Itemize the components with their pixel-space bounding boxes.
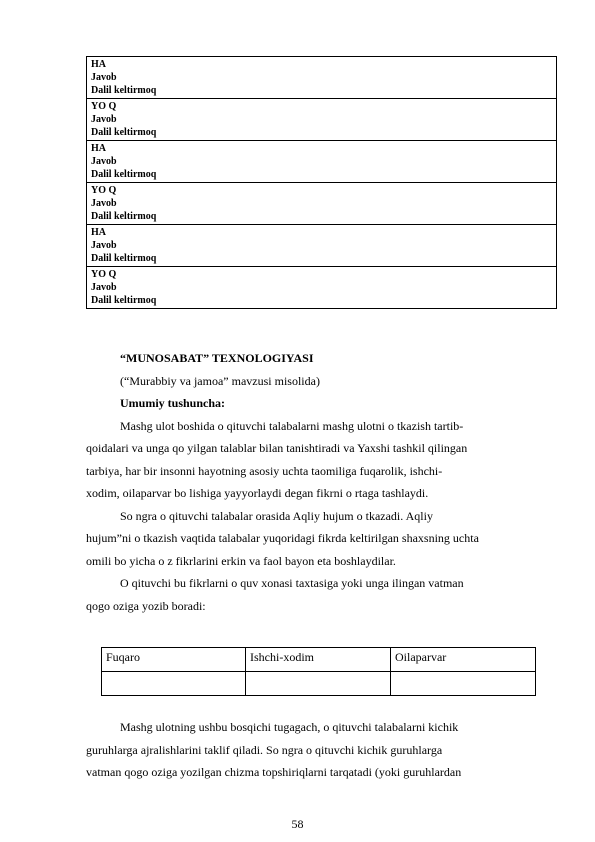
worksheet-dalil-label: Dalil keltirmoq [91, 253, 157, 264]
empty-cell [246, 672, 391, 696]
worksheet-row [87, 57, 557, 99]
worksheet-body [87, 57, 557, 309]
worksheet-answer-label: HA [91, 143, 106, 154]
worksheet-cell [87, 141, 557, 183]
paragraph-line: xodim, oilaparvar bo lishiga yayyorlaydi degan fikrni o rtaga tashlaydi. [86, 486, 429, 500]
paragraph-line: Mashg ulot boshida o qituvchi talabalarni mashg ulotni o tkazish tartib- [120, 418, 464, 433]
category-fuqaro: Fuqaro [102, 648, 246, 672]
worksheet-table [86, 56, 557, 309]
paragraph-line: qoidalari va unga qo yilgan talablar bilan tanishtiradi va Yaxshi tashkil qilingan [86, 441, 468, 455]
categories-header-row [102, 648, 536, 672]
empty-cell [102, 672, 246, 696]
section-heading: Umumiy tushuncha: [120, 396, 226, 410]
categories-table [101, 647, 536, 696]
worksheet-cell [87, 99, 557, 141]
section-top [86, 347, 557, 617]
page-number: 58 [291, 817, 304, 831]
paragraph-line: hujum”ni o tkazish vaqtida talabalar yuqoridagi fikrda keltirilgan shaxsning uchta [86, 531, 479, 545]
paragraph-line: vatman qogo oziga yozilgan chizma topshiriqlarni tarqatadi (yoki guruhlardan [86, 765, 462, 779]
paragraph-line: qogo oziga yozib boradi: [86, 598, 206, 613]
worksheet-row [87, 141, 557, 183]
paragraph-line: omili bo yicha o z fikrlarini erkin va faol bayon eta boshlaydilar. [86, 553, 396, 568]
worksheet-cell [87, 183, 557, 225]
paragraph-2 [86, 505, 557, 573]
paragraph-line: guruhlarga ajralishlarini taklif qiladi. So ngra o qituvchi kichik guruhlarga [86, 742, 443, 757]
worksheet-dalil-label: Dalil keltirmoq [91, 169, 157, 180]
worksheet-cell [87, 225, 557, 267]
paragraph-4 [86, 716, 557, 784]
worksheet-cell [87, 267, 557, 309]
worksheet-row [87, 99, 557, 141]
worksheet-javob-label: Javob [91, 198, 117, 209]
worksheet-javob-label: Javob [91, 282, 117, 293]
section-subtitle: (“Murabbiy va jamoa” mavzusi misolida) [120, 373, 320, 388]
paragraph-line: Mashg ulotning ushbu bosqichi tugagach, o qituvchi talabalarni kichik [120, 720, 459, 734]
paragraph-3 [86, 572, 557, 617]
empty-cell [391, 672, 536, 696]
paragraph-line: So ngra o qituvchi talabalar orasida Aqliy hujum o tkazadi. Aqliy [120, 508, 433, 523]
worksheet-answer-label: HA [91, 59, 106, 70]
worksheet-row [87, 225, 557, 267]
worksheet-dalil-label: Dalil keltirmoq [91, 295, 157, 306]
worksheet-dalil-label: Dalil keltirmoq [91, 127, 157, 138]
worksheet-javob-label: Javob [91, 156, 117, 167]
worksheet-cell [87, 57, 557, 99]
worksheet-answer-label: YO Q [91, 185, 117, 196]
worksheet-answer-label: YO Q [91, 101, 117, 112]
worksheet-answer-label: YO Q [91, 269, 117, 280]
category-oilaparvar: Oilaparvar [391, 648, 536, 672]
worksheet-javob-label: Javob [91, 72, 117, 83]
worksheet-dalil-label: Dalil keltirmoq [91, 211, 157, 222]
paragraph-1 [86, 415, 557, 505]
category-ishchi-xodim: Ishchi-xodim [246, 648, 391, 672]
worksheet-javob-label: Javob [91, 114, 117, 125]
worksheet-row [87, 267, 557, 309]
section-title: “MUNOSABAT” TEXNOLOGIYASI [120, 351, 314, 365]
worksheet-row [87, 183, 557, 225]
paragraph-line: O qituvchi bu fikrlarni o quv xonasi taxtasiga yoki unga ilingan vatman [120, 576, 464, 590]
worksheet-answer-label: HA [91, 227, 106, 238]
categories-empty-row [102, 672, 536, 696]
worksheet-dalil-label: Dalil keltirmoq [91, 85, 157, 96]
worksheet-javob-label: Javob [91, 240, 117, 251]
paragraph-line: tarbiya, har bir insonni hayotning asosiy uchta taomiliga fuqarolik, ishchi- [86, 463, 443, 478]
